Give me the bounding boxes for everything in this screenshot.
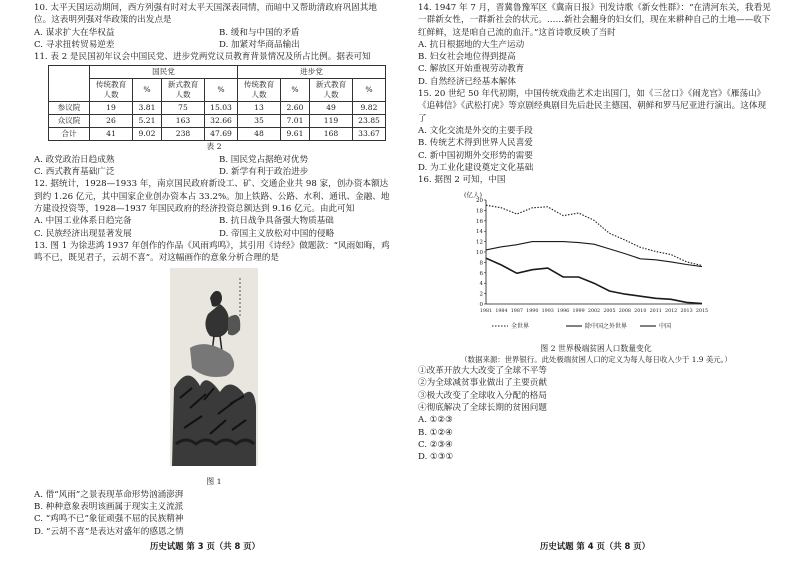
- sub-header: 新式教育人数: [310, 79, 353, 102]
- table-cell: 32.66: [205, 115, 238, 128]
- option-c[interactable]: C. “鸡鸣不已”象征顽强不屈的民族精神: [34, 514, 184, 525]
- group-header: 国民党: [90, 66, 238, 79]
- option-d[interactable]: D. 新学有利于政治进步: [219, 167, 309, 178]
- option-c[interactable]: C. 民族经济出现显著发展: [34, 228, 132, 239]
- question-13: [34, 240, 394, 538]
- option-a[interactable]: A. ①②③: [418, 415, 453, 426]
- option-d[interactable]: D. 帝国主义放松对中国的侵略: [219, 228, 335, 239]
- y-tick-label: 10: [476, 250, 483, 257]
- option-b[interactable]: B. 妇女社会地位得到提高: [418, 52, 516, 63]
- table-cell: 47.69: [205, 128, 238, 141]
- question-stem: 11. 表 2 是民国初年议会中国民党、进步党两党议员教育背景情况及所占比例。据表可知: [34, 52, 371, 63]
- option-d[interactable]: D. ①③①: [418, 452, 454, 463]
- source-note: （数据来源：世界银行。此处极端贫困人口的定义为每人每日收入少于 1.9 美元。）: [460, 355, 732, 365]
- table-cell: 9.82: [353, 102, 386, 115]
- table-cell: 合计: [49, 128, 90, 141]
- x-tick-label: 2010: [634, 309, 647, 315]
- x-tick-label: 1984: [495, 309, 508, 315]
- table-cell: 19: [90, 102, 133, 115]
- option-c[interactable]: C. 解放区开始重视劳动教育: [418, 64, 525, 75]
- x-tick-label: 1993: [541, 309, 554, 315]
- options: [418, 39, 774, 88]
- option-b[interactable]: B. ①②④: [418, 427, 453, 438]
- y-tick-label: 8: [479, 260, 483, 267]
- legend-label-2: 中国: [659, 323, 672, 331]
- table-cell: 9.02: [133, 128, 162, 141]
- statement-3: ③极大改变了全球收入分配的格局: [418, 390, 547, 401]
- option-b[interactable]: B. 种种意象表明该画属于现实主义流派: [34, 502, 184, 513]
- table-cell: 5.21: [133, 115, 162, 128]
- poverty-chart: [462, 188, 774, 342]
- options: [34, 489, 394, 538]
- table-cell: 49: [310, 102, 353, 115]
- painting-figure: [170, 268, 258, 476]
- sub-header: 新式教育人数: [162, 79, 205, 102]
- question-11: [34, 51, 394, 178]
- x-tick-label: 1996: [557, 309, 570, 315]
- group-header: 进步党: [238, 66, 386, 79]
- options: [34, 215, 394, 240]
- option-b[interactable]: B. 抗日战争具备强大物质基础: [219, 216, 334, 227]
- x-tick-label: 1981: [479, 309, 493, 315]
- table-cell: 15.03: [205, 102, 238, 115]
- x-tick-label: 2012: [665, 309, 678, 315]
- options: [34, 27, 394, 52]
- table-cell: 35: [238, 115, 281, 128]
- y-axis-label: (亿人): [464, 191, 483, 200]
- question-stem: 14. 1947 年 7 月，晋冀鲁豫军区《冀南日报》刊发诗歌《新女性群》：“在清河东关，我看见一群新女性，一群新社会的状元。……新社会翻身的妇女们，现在来耕种自己的土地——收下红鲜鲜，这是咱自己流的血汗。”这首诗歌反映了当时: [418, 3, 771, 38]
- table-row: [49, 128, 386, 141]
- figure-caption: 图 2 世界极端贫困人口数量变化: [540, 343, 652, 353]
- question-15: [418, 88, 774, 174]
- x-tick-label: 2008: [618, 309, 631, 315]
- series-line-2: [486, 259, 702, 304]
- y-tick-label: 4: [479, 281, 483, 288]
- question-10: [34, 2, 394, 51]
- option-a[interactable]: A. 中国工业体系日趋完备: [34, 216, 132, 227]
- table-cell: 23.85: [353, 115, 386, 128]
- y-tick-label: 20: [476, 198, 483, 205]
- y-tick-label: 0: [479, 302, 483, 309]
- option-c[interactable]: C. ②③④: [418, 439, 453, 450]
- statement-4: ④彻底解决了全球长期的贫困问题: [418, 402, 547, 413]
- option-d[interactable]: D. “云胡不喜”是表达对盛年的感恩之情: [34, 526, 184, 537]
- y-tick-label: 14: [476, 229, 483, 236]
- option-d[interactable]: D. 加紧对华商品输出: [219, 39, 300, 50]
- figure-caption: 图 1: [206, 477, 222, 487]
- sub-header: %: [205, 79, 238, 102]
- table-row: [49, 102, 386, 115]
- question-stem: 13. 图 1 为徐悲鸿 1937 年创作的作品《风雨鸡鸣》，其引用《诗经》做题款：“风雨如晦，鸡鸣不已，既见君子，云胡不喜”。对这幅画作的意象分析合理的是: [34, 240, 390, 264]
- statement-1: ①改革开放大大改变了全球不平等: [418, 366, 547, 377]
- option-a[interactable]: A. 借“风雨”之景表现革命形势汹涌澎湃: [34, 489, 184, 500]
- x-tick-label: 1990: [526, 309, 539, 315]
- option-c[interactable]: C. 新中国初期外交形势的需要: [418, 150, 533, 161]
- y-tick-label: 18: [476, 208, 483, 215]
- page-footer-right: 历史试题 第 4 页（共 8 页）: [540, 541, 650, 551]
- option-a[interactable]: A. 文化交流是外交的主要手段: [418, 125, 533, 136]
- question-14: [418, 2, 774, 88]
- sub-header: %: [281, 79, 310, 102]
- table-cell: 75: [162, 102, 205, 115]
- question-stem: 10. 太平天国运动期间，西方列强有时对太平天国深表同情，而暗中又帮助清政府巩固其地位。这表明列强对华政策的出发点是: [34, 3, 377, 26]
- question-16: [418, 174, 774, 463]
- options: [34, 154, 394, 179]
- table-cell: 3.81: [133, 102, 162, 115]
- table-cell: 41: [90, 128, 133, 141]
- series-line-0: [486, 206, 702, 266]
- table-2: [48, 65, 386, 141]
- table-row: [49, 115, 386, 128]
- table-cell: 163: [162, 115, 205, 128]
- table-cell: 众议院: [49, 115, 90, 128]
- question-stem: 16. 据图 2 可知，中国: [418, 175, 506, 186]
- statement-2: ②为全球减贫事业做出了主要贡献: [418, 378, 547, 389]
- x-tick-label: 2005: [603, 309, 616, 315]
- y-tick-label: 12: [476, 240, 483, 247]
- option-a[interactable]: A. 政党政治日趋成熟: [34, 154, 115, 165]
- table-cell: 参议院: [49, 102, 90, 115]
- table-cell: 33.67: [353, 128, 386, 141]
- table-cell: 13: [238, 102, 281, 115]
- x-tick-label: 2015: [695, 309, 709, 315]
- x-tick-label: 2011: [649, 309, 662, 315]
- sub-header: %: [133, 79, 162, 102]
- y-tick-label: 6: [479, 271, 483, 278]
- options: [418, 125, 774, 174]
- option-c[interactable]: C. 寻求扭转贸易逆差: [34, 39, 115, 50]
- right-page: [418, 2, 774, 463]
- y-tick-label: 16: [476, 219, 483, 226]
- sub-header: 传统教育人数: [238, 79, 281, 102]
- question-stem: 12. 据统计，1928—1933 年，南京国民政府新设工、矿、交通企业共 98 家，创办资本额达到约 1.26 亿元，其中国家企业创办资本占 33.2%。加上铁路、公路、水利、通讯、金融、地方建设投资等，1928—1937 年国民政府的经济投资总额达到 9.16 亿元。由此可知: [34, 179, 390, 214]
- table-cell: 119: [310, 115, 353, 128]
- table-cell: 7.01: [281, 115, 310, 128]
- table-cell: 48: [238, 128, 281, 141]
- statements: [418, 365, 774, 414]
- x-tick-label: 2002: [587, 309, 601, 315]
- y-tick-label: 2: [479, 292, 483, 299]
- option-d[interactable]: D. 自然经济已经基本解体: [418, 76, 516, 87]
- table-cell: 238: [162, 128, 205, 141]
- rooster-painting-image: [170, 268, 258, 466]
- left-page: [34, 2, 394, 538]
- option-b[interactable]: B. 传统艺术得到世界人民喜爱: [418, 138, 533, 149]
- question-stem: 15. 20 世纪 50 年代初期，中国传统戏曲艺术走出国门，如《三岔口》《闹龙宫》《雁荡山》《追韩信》《武松打虎》等京剧经典剧目先后赴民主德国、朝鲜和罗马尼亚进行演出。这体现了: [418, 89, 767, 124]
- option-a[interactable]: A. 抗日根据地的大生产运动: [418, 39, 525, 50]
- table-cell: 2.60: [281, 102, 310, 115]
- sub-header: 传统教育人数: [90, 79, 133, 102]
- x-tick-label: 1999: [572, 309, 585, 315]
- chart-svg: [462, 188, 712, 338]
- option-b[interactable]: B. 国民党占据绝对优势: [219, 154, 309, 165]
- x-tick-label: 1987: [510, 309, 523, 315]
- option-b[interactable]: B. 缓和与中国的矛盾: [219, 27, 300, 38]
- table-cell: 26: [90, 115, 133, 128]
- sub-header: %: [353, 79, 386, 102]
- legend-label-0: 全世界: [511, 323, 530, 331]
- x-tick-label: 2013: [680, 309, 693, 315]
- option-c[interactable]: C. 西式教育基础广泛: [34, 167, 115, 178]
- options: [418, 414, 774, 463]
- option-a[interactable]: A. 谋求扩大在华权益: [34, 27, 115, 38]
- table-cell: 9.61: [281, 128, 310, 141]
- legend-label-1: 除中国之外世界: [585, 323, 628, 331]
- table-cell: 168: [310, 128, 353, 141]
- option-d[interactable]: D. 为工业化建设奠定文化基础: [418, 162, 534, 173]
- page-footer-left: 历史试题 第 3 页（共 8 页）: [150, 541, 260, 551]
- table-caption: 表 2: [206, 142, 222, 152]
- table-corner: [49, 66, 90, 102]
- question-12: [34, 178, 394, 239]
